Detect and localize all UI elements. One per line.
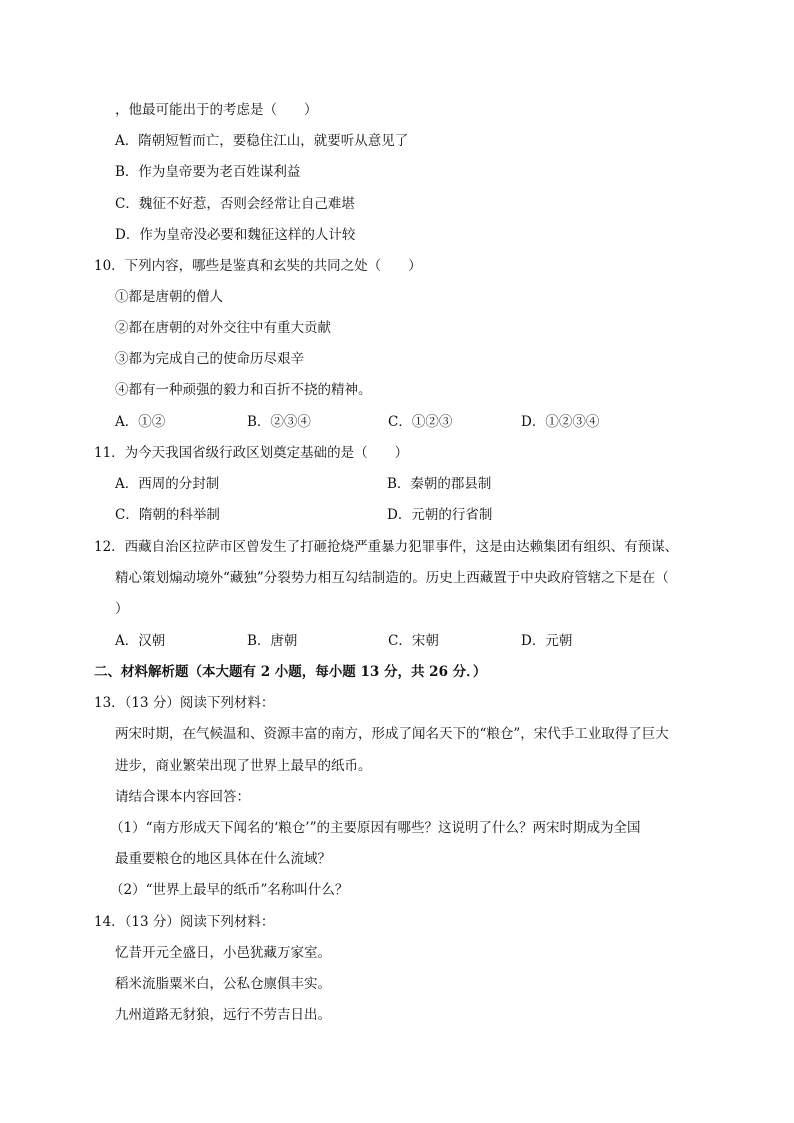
q13-material-line-2: 进步，商业繁荣出现了世界上最早的纸币。 <box>115 758 372 774</box>
q13-sub1-line-2: 最重要粮仓的地区具体在什么流域？ <box>115 851 331 867</box>
section-2-title: 二、材料解析题（本大题有 2 小题，每小题 13 分，共 26 分．） <box>94 664 487 680</box>
q14-poem-line-3: 九州道路无豺狼，远行不劳吉日出。 <box>115 1007 331 1023</box>
q10-option-c: C．①②③ <box>388 414 453 430</box>
q11-option-b: B．秦朝的郡县制 <box>387 476 492 492</box>
q12-option-b: B．唐朝 <box>247 633 298 649</box>
q11-option-c: C．隋朝的科举制 <box>115 507 220 523</box>
q10-statement-2: ②都在唐朝的对外交往中有重大贡献 <box>115 320 331 336</box>
q12-stem-line-3: ） <box>115 601 129 617</box>
q9-stem-tail: ，他最可能出于的考虑是（ ） <box>115 102 318 118</box>
q12-stem-line-2: 精心策划煽动境外“藏独”分裂势力相互勾结制造的。历史上西藏置于中央政府管辖之下是在（ <box>115 570 669 586</box>
q12-option-d: D．元朝 <box>521 633 573 649</box>
q14-stem: 14．（13 分）阅读下列材料： <box>94 914 275 930</box>
q13-stem: 13．（13 分）阅读下列材料： <box>94 695 275 711</box>
q10-option-b: B．②③④ <box>247 414 311 430</box>
q13-sub1-line-1: （1）“南方形成天下闻名的‘粮仓’”的主要原因有哪些？这说明了什么？两宋时期成为全国 <box>110 820 641 836</box>
q9-option-c: C．魏征不好惹，否则会经常让自己难堪 <box>115 196 355 212</box>
q10-statement-4: ④都有一种顽强的毅力和百折不挠的精神。 <box>115 382 372 398</box>
q9-option-d: D．作为皇帝没必要和魏征这样的人计较 <box>115 227 356 243</box>
q12-option-a: A．汉朝 <box>115 633 166 649</box>
q14-poem-line-2: 稻米流脂粟米白，公私仓廪俱丰实。 <box>115 976 331 992</box>
q9-option-a: A．隋朝短暂而亡，要稳住江山，就要听从意见了 <box>115 133 409 149</box>
q13-material-line-1: 两宋时期，在气候温和、资源丰富的南方，形成了闻名天下的“粮仓”，宋代手工业取得了巨大 <box>115 726 669 742</box>
q11-option-d: D．元朝的行省制 <box>387 507 493 523</box>
q13-prompt: 请结合课本内容回答： <box>115 789 250 805</box>
q10-statement-3: ③都为完成自己的使命历尽艰辛 <box>115 351 304 367</box>
q12-stem-line-1: 12．西藏自治区拉萨市区曾发生了打砸抢烧严重暴力犯罪事件，这是由达赖集团有组织、有预谋、 <box>94 539 679 555</box>
q10-option-d: D．①②③④ <box>521 414 600 430</box>
q9-option-b: B．作为皇帝要为老百姓谋利益 <box>115 164 301 180</box>
q12-option-c: C．宋朝 <box>388 633 439 649</box>
q10-stem: 10．下列内容，哪些是鉴真和玄奘的共同之处（ ） <box>94 258 422 274</box>
q10-option-a: A．①② <box>115 414 166 430</box>
q10-statement-1: ①都是唐朝的僧人 <box>115 289 223 305</box>
q11-option-a: A．西周的分封制 <box>115 476 220 492</box>
q13-sub2: （2）“世界上最早的纸币”名称叫什么？ <box>110 882 349 898</box>
q14-poem-line-1: 忆昔开元全盛日，小邑犹藏万家室。 <box>115 945 331 961</box>
q11-stem: 11．为今天我国省级行政区划奠定基础的是（ ） <box>94 445 409 461</box>
